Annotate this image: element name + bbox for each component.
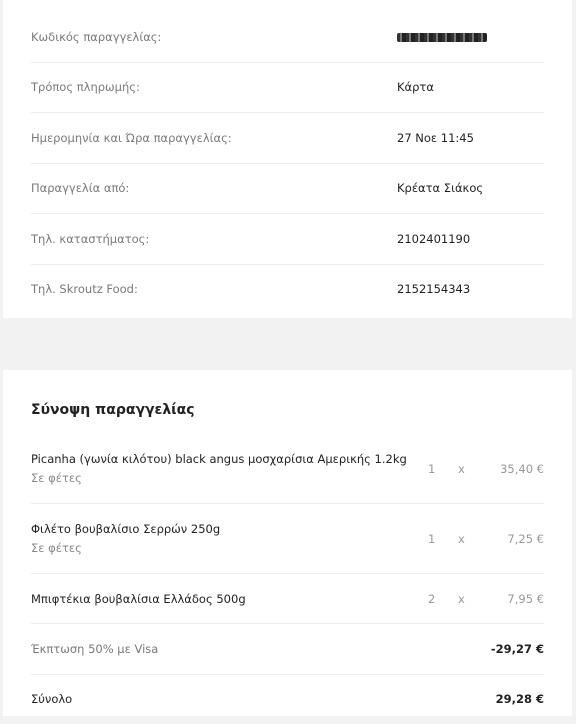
- order-code-label: Κωδικός παραγγελίας:: [31, 30, 397, 44]
- discount-value: -29,27 €: [491, 642, 544, 656]
- total-row: [31, 675, 544, 724]
- skroutz-phone-label: Τηλ. Skroutz Food:: [31, 282, 397, 296]
- skroutz-phone-row: [31, 265, 544, 315]
- order-datetime-row: [31, 113, 544, 164]
- order-item-row: [31, 574, 544, 624]
- ordered-from-value: Κρέατα Σιάκος: [397, 181, 483, 195]
- item-name: Picanha (γωνία κιλότου) black angus μοσχαρίσια Αμερικής 1.2kg: [31, 452, 428, 466]
- discount-label: Έκπτωση 50% με Visa: [31, 642, 158, 656]
- order-summary-card: [3, 370, 572, 716]
- item-main: [31, 592, 428, 606]
- item-note: Σε φέτες: [31, 541, 428, 555]
- redacted-order-code: [397, 33, 487, 42]
- payment-method-value: Κάρτα: [397, 80, 434, 94]
- ordered-from-label: Παραγγελία από:: [31, 181, 397, 195]
- order-info-card: [3, 0, 572, 318]
- discount-row: [31, 624, 544, 675]
- item-times: x: [458, 532, 488, 546]
- ordered-from-row: [31, 164, 544, 215]
- item-main: [31, 522, 428, 555]
- item-price: 7,25 €: [488, 532, 544, 546]
- payment-method-row: [31, 63, 544, 114]
- payment-method-label: Τρόπος πληρωμής:: [31, 80, 397, 94]
- item-price: 7,95 €: [488, 592, 544, 606]
- store-phone-label: Τηλ. καταστήματος:: [31, 232, 397, 246]
- item-times: x: [458, 592, 488, 606]
- store-phone-row: [31, 214, 544, 265]
- item-note: Σε φέτες: [31, 471, 428, 485]
- total-label: Σύνολο: [31, 692, 72, 706]
- item-name: Φιλέτο βουβαλίσιο Σερρών 250g: [31, 522, 428, 536]
- item-price: 35,40 €: [488, 462, 544, 476]
- order-code-row: [31, 12, 544, 63]
- order-item-row: [31, 434, 544, 504]
- total-value: 29,28 €: [496, 692, 544, 706]
- section-gap: [0, 318, 576, 370]
- item-qty: 1: [428, 462, 458, 476]
- order-datetime-value: 27 Νοε 11:45: [397, 131, 474, 145]
- summary-title: Σύνοψη παραγγελίας: [31, 402, 544, 418]
- item-name: Μπιφτέκια βουβαλίσια Ελλάδος 500g: [31, 592, 428, 606]
- order-item-row: [31, 504, 544, 574]
- skroutz-phone-value[interactable]: 2152154343: [397, 282, 470, 296]
- order-code-value: [397, 30, 487, 44]
- order-datetime-label: Ημερομηνία και Ώρα παραγγελίας:: [31, 131, 397, 145]
- item-qty: 1: [428, 532, 458, 546]
- item-qty: 2: [428, 592, 458, 606]
- store-phone-value[interactable]: 2102401190: [397, 232, 470, 246]
- item-main: [31, 452, 428, 485]
- item-times: x: [458, 462, 488, 476]
